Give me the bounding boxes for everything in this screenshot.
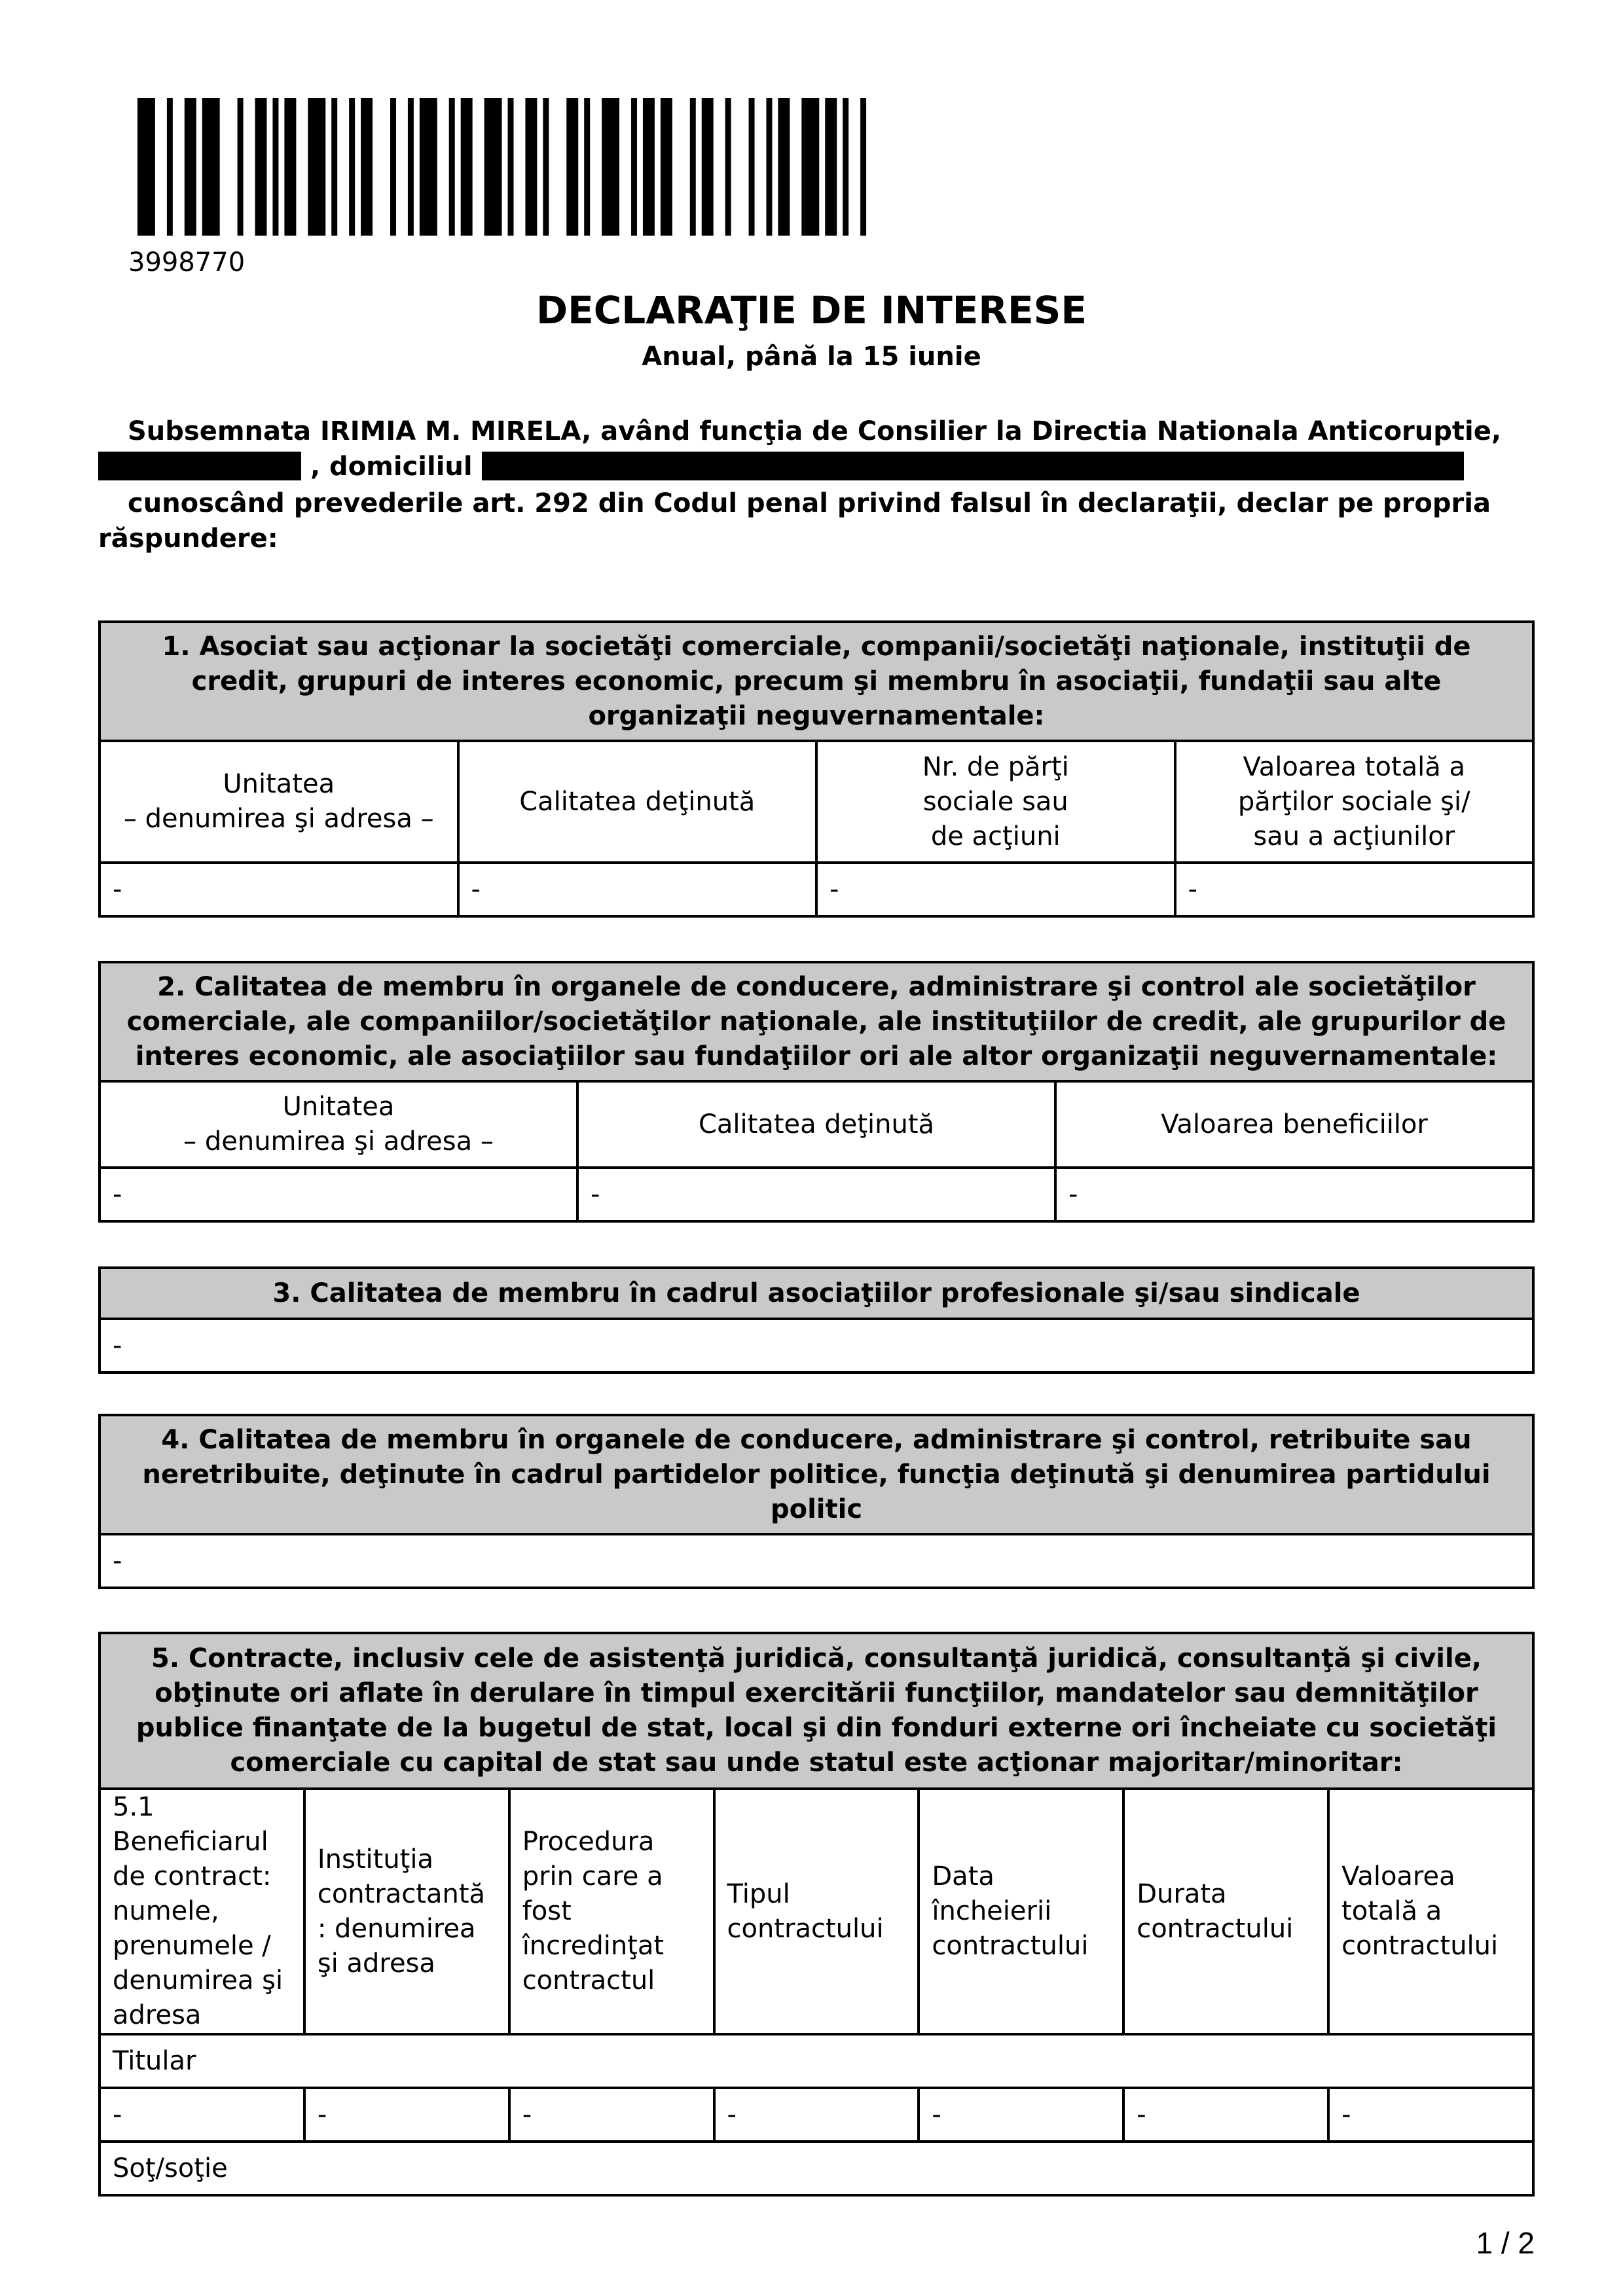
header-line: 5.1 Beneficiarul: [113, 1792, 268, 1857]
header-line: sau a acţiunilor: [1253, 821, 1455, 852]
header-line: Valoarea totală a: [1243, 751, 1465, 782]
s1-col-nr-parti: [816, 741, 1175, 863]
header-line: Valoarea beneficiilor: [1161, 1109, 1428, 1139]
s5-cell: -: [714, 2088, 919, 2142]
barcode-bar: [860, 98, 866, 236]
barcode-bar: [420, 98, 437, 236]
barcode-bar: [801, 98, 819, 236]
barcode-bar: [602, 98, 619, 236]
s5-col-institutia: [304, 1789, 509, 2034]
declarant-line-3: cunoscând prevederile art. 292 din Codul penal privind falsul în declaraţii, declar pe propria: [128, 488, 1491, 518]
header-line: contractantă: [317, 1878, 486, 1909]
header-line: : denumirea: [317, 1913, 476, 1944]
barcode-bar: [661, 98, 672, 236]
section-4-table: [98, 1414, 1535, 1589]
s2-col-calitate: [577, 1081, 1055, 1168]
s1-cell: -: [458, 863, 817, 916]
barcode-bar: [543, 98, 549, 236]
s3-cell: -: [100, 1319, 1533, 1372]
barcode-bar: [778, 98, 790, 236]
header-line: – denumirea şi adresa –: [123, 804, 434, 834]
header-line: contractului: [727, 1913, 884, 1944]
section-1-heading: 1. Asociat sau acţionar la societăţi comerciale, companii/societăţi naţionale, instituţii de credit, grupuri de interes economic, precum şi membru în asociaţii, fundaţii sau alte organizaţii neguvernamentale:: [100, 622, 1533, 741]
section-2-table: [98, 961, 1535, 1223]
header-line: părţilor sociale şi/: [1237, 786, 1470, 817]
s2-cell: -: [100, 1168, 577, 1221]
barcode-bar: [508, 98, 514, 236]
header-line: numele,: [113, 1896, 219, 1926]
s1-cell: -: [816, 863, 1175, 916]
s2-col-valoare: [1055, 1081, 1533, 1168]
barcode-bar: [766, 98, 772, 236]
barcode-bar: [643, 98, 655, 236]
declarant-line-1: Subsemnata IRIMIA M. MIRELA, având funcţia de Consilier la Directia Nationala Anticoruptie,: [128, 416, 1502, 446]
s5-sot-label: Soţ/soţie: [100, 2142, 1533, 2195]
header-line: Durata: [1137, 1878, 1227, 1909]
header-line: prenumele /: [113, 1931, 271, 1961]
s5-col-valoarea: [1328, 1789, 1533, 2034]
header-line: – denumirea şi adresa –: [183, 1126, 494, 1157]
s5-col-procedura: [509, 1789, 714, 2034]
barcode-bar: [449, 98, 455, 236]
redaction-address: [482, 452, 1464, 480]
s4-cell: -: [100, 1534, 1533, 1588]
header-line: Instituţia: [317, 1844, 433, 1874]
header-line: Valoarea: [1341, 1861, 1455, 1892]
header-line: şi adresa: [317, 1948, 435, 1979]
header-line: de contract:: [113, 1861, 272, 1892]
s5-cell: -: [509, 2088, 714, 2142]
barcode: [137, 98, 884, 236]
s5-col-data: [919, 1789, 1123, 2034]
barcode-bar: [284, 98, 296, 236]
header-line: fost: [522, 1896, 572, 1926]
s5-cell: -: [919, 2088, 1123, 2142]
header-line: Procedura: [522, 1827, 655, 1857]
barcode-bar: [843, 98, 848, 236]
s5-titular-label: Titular: [100, 2034, 1533, 2088]
header-line: Unitatea: [282, 1092, 395, 1122]
barcode-bar: [584, 98, 590, 236]
barcode-bar: [361, 98, 373, 236]
header-line: adresa: [113, 2000, 202, 2030]
header-line: Nr. de părţi: [922, 751, 1069, 782]
section-5-heading: 5. Contracte, inclusiv cele de asistenţă juridică, consultanţă juridică, consultanţă şi civile, obţinute ori aflate în derulare în timpul exercitării funcţiilor, mandatelor sau demnităţilor publice finanţate de la bugetul de stat, local şi din fonduri externe ori încheiate cu societăţi comerciale cu capital de stat sau unde statul este acţionar majoritar/minoritar:: [100, 1633, 1533, 1789]
header-line: sociale sau: [922, 786, 1068, 817]
domiciliu-label: , domiciliul: [310, 452, 473, 482]
s1-col-calitate: [458, 741, 817, 863]
s2-cell: -: [1055, 1168, 1533, 1221]
section-3-heading: 3. Calitatea de membru în cadrul asociaţiilor profesionale şi/sau sindicale: [100, 1268, 1533, 1319]
header-line: Unitatea: [223, 769, 335, 799]
section-4-heading: 4. Calitatea de membru în organele de conducere, administrare şi control, retribuite sau neretribuite, deţinute în cadrul partidelor politice, funcţia deţinută şi denumirea partidului politic: [100, 1415, 1533, 1534]
barcode-bar: [702, 98, 714, 236]
barcode-bar: [825, 98, 837, 236]
barcode-bar: [185, 98, 196, 236]
header-line: Calitatea deţinută: [698, 1109, 935, 1139]
barcode-bar: [631, 98, 637, 236]
header-line: totală a: [1341, 1896, 1442, 1926]
header-line: Calitatea deţinută: [519, 786, 756, 817]
barcode-number: 3998770: [128, 247, 246, 278]
section-3-table: [98, 1266, 1535, 1374]
barcode-bar: [331, 98, 337, 236]
barcode-bar: [484, 98, 502, 236]
s5-col-beneficiar: [100, 1789, 304, 2034]
s1-cell: -: [1175, 863, 1534, 916]
s5-col-durata: [1123, 1789, 1328, 2034]
barcode-bar: [749, 98, 755, 236]
barcode-bar: [272, 98, 278, 236]
header-line: contractului: [1341, 1931, 1499, 1961]
s5-col-tipul: [714, 1789, 919, 2034]
barcode-bar: [390, 98, 396, 236]
s5-cell: -: [304, 2088, 509, 2142]
header-line: prin care a: [522, 1861, 663, 1892]
s5-cell: -: [1123, 2088, 1328, 2142]
redaction-cnp: [98, 452, 301, 480]
s2-cell: -: [577, 1168, 1055, 1221]
page-number: 1 / 2: [1476, 2226, 1535, 2260]
s5-cell: -: [1328, 2088, 1533, 2142]
declarant-line-2: [98, 449, 1532, 484]
header-line: Data: [932, 1861, 994, 1892]
s1-col-unitate: [100, 741, 458, 863]
section-1-table: [98, 620, 1535, 918]
barcode-bar: [566, 98, 578, 236]
barcode-bar: [202, 98, 220, 236]
barcode-bar: [690, 98, 696, 236]
barcode-bar: [308, 98, 325, 236]
header-line: încheierii: [932, 1896, 1052, 1926]
barcode-bar: [525, 98, 537, 236]
header-line: denumirea şi: [113, 1965, 283, 1996]
header-line: contractului: [932, 1931, 1089, 1961]
barcode-bar: [238, 98, 244, 236]
header-line: contractul: [522, 1965, 655, 1996]
document-subtitle: Anual, până la 15 iunie: [642, 342, 981, 372]
section-2-heading: 2. Calitatea de membru în organele de conducere, administrare şi control ale societăţilor comerciale, ale companiilor/societăţilor naţionale, ale instituţiilor de credit, ale grupurilor de interes economic, ale asociaţiilor sau fundaţiilor ori ale altor organizaţii neguvernamentale:: [100, 962, 1533, 1081]
barcode-bar: [349, 98, 355, 236]
header-line: Tipul: [727, 1878, 790, 1909]
barcode-bar: [167, 98, 173, 236]
s2-col-unitate: [100, 1081, 577, 1168]
header-line: contractului: [1137, 1913, 1294, 1944]
header-line: de acţiuni: [930, 821, 1061, 852]
s1-cell: -: [100, 863, 458, 916]
barcode-bar: [255, 98, 267, 236]
document-title: DECLARAŢIE DE INTERESE: [536, 288, 1087, 332]
section-5-table: [98, 1632, 1535, 2197]
barcode-bar: [137, 98, 155, 236]
s5-cell: -: [100, 2088, 304, 2142]
s1-col-valoare: [1175, 741, 1534, 863]
barcode-bar: [408, 98, 414, 236]
barcode-bar: [725, 98, 731, 236]
header-line: încredinţat: [522, 1931, 665, 1961]
declarant-line-4: răspundere:: [98, 524, 278, 554]
barcode-bar: [461, 98, 473, 236]
